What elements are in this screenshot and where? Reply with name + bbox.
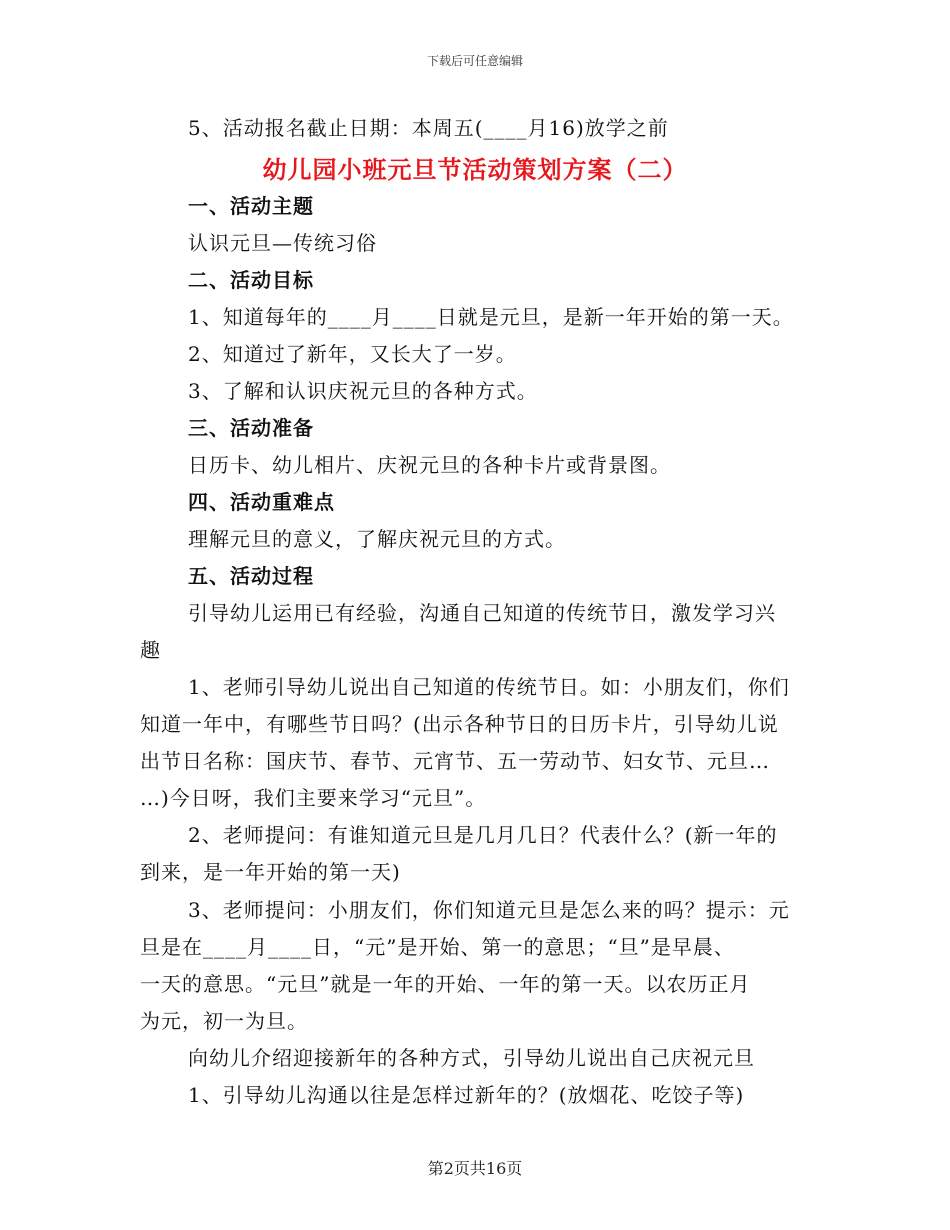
- page-number: 第2页共16页: [427, 1159, 523, 1178]
- paragraph: 知道一年中，有哪些节日吗？(出示各种节日的日历卡片，引导幼儿说: [140, 712, 779, 736]
- section-heading-process: 五、活动过程: [188, 564, 314, 588]
- paragraph: 认识元旦—传统习俗: [188, 231, 377, 255]
- paragraph: 一天的意思。“元旦”就是一年的开始、一年的第一天。以农历正月: [140, 972, 751, 996]
- paragraph: 1、老师引导幼儿说出自己知道的传统节日。如：小朋友们，你们: [188, 675, 790, 699]
- paragraph: 理解元旦的意义，了解庆祝元旦的方式。: [188, 527, 566, 551]
- paragraph: 旦是在____月____日，“元”是开始、第一的意思；“旦”是早晨、: [140, 935, 735, 959]
- paragraph: …)今日呀，我们主要来学习“元旦”。: [140, 786, 487, 810]
- section-heading-preparation: 三、活动准备: [188, 416, 314, 440]
- page-header: 下载后可任意编辑: [426, 54, 523, 68]
- paragraph: 2、知道过了新年，又长大了一岁。: [188, 342, 517, 366]
- paragraph: 3、老师提问：小朋友们，你们知道元旦是怎么来的吗？提示：元: [188, 898, 790, 922]
- section-heading-goals: 二、活动目标: [188, 268, 314, 292]
- paragraph: 向幼儿介绍迎接新年的各种方式，引导幼儿说出自己庆祝元旦: [188, 1046, 755, 1070]
- section-heading-theme: 一、活动主题: [188, 194, 314, 218]
- paragraph: 出节日名称：国庆节、春节、元宵节、五一劳动节、妇女节、元旦…: [140, 749, 770, 773]
- paragraph: 日历卡、幼儿相片、庆祝元旦的各种卡片或背景图。: [188, 453, 671, 477]
- document-title: 幼儿园小班元旦节活动策划方案（二）: [262, 155, 688, 184]
- paragraph: 3、了解和认识庆祝元旦的各种方式。: [188, 379, 538, 403]
- paragraph: 为元，初一为旦。: [140, 1009, 308, 1033]
- paragraph: 1、知道每年的____月____日就是元旦，是新一年开始的第一天。: [188, 305, 794, 329]
- registration-deadline: 5、活动报名截止日期：本周五(____月16)放学之前: [188, 116, 669, 140]
- paragraph: 2、老师提问：有谁知道元旦是几月几日？代表什么？(新一年的: [188, 823, 778, 847]
- paragraph: 到来，是一年开始的第一天): [140, 860, 401, 884]
- paragraph: 趣: [140, 638, 161, 662]
- paragraph: 1、引导幼儿沟通以往是怎样过新年的？(放烟花、吃饺子等): [188, 1083, 745, 1107]
- paragraph: 引导幼儿运用已有经验，沟通自己知道的传统节日，激发学习兴: [188, 601, 776, 625]
- section-heading-key-points: 四、活动重难点: [188, 490, 335, 514]
